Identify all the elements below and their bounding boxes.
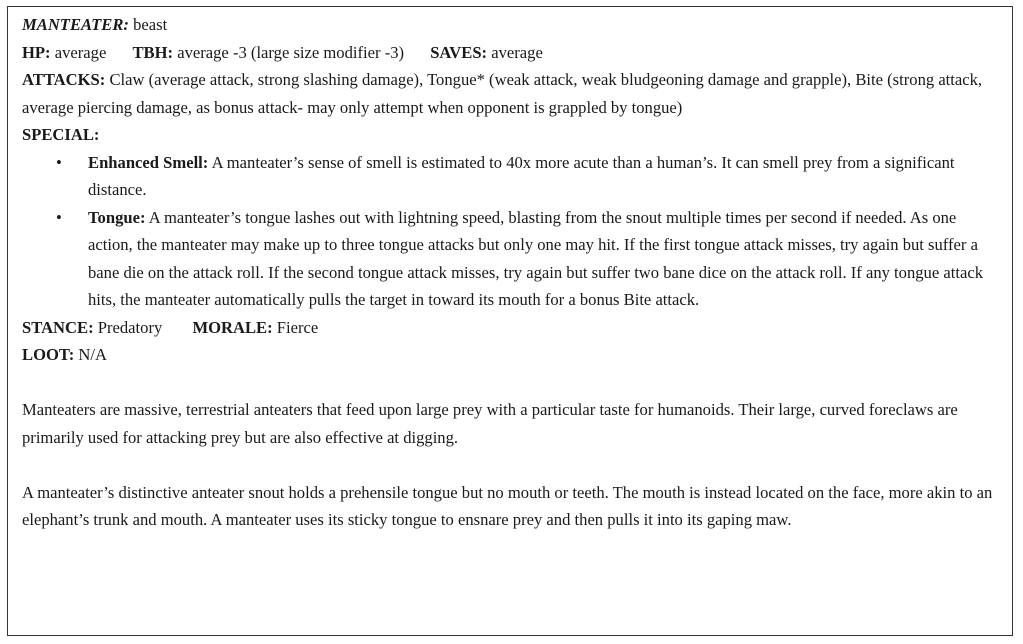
creature-type: beast	[133, 15, 168, 34]
tbh-value: average -3 (large size modifier -3)	[177, 42, 405, 62]
morale-value: Fierce	[276, 317, 319, 337]
special-item-text: A manteater’s sense of smell is estimated to 40x more acute than a human’s. It can smell prey from a significant distance.	[88, 152, 955, 199]
attacks-label: ATTACKS:	[22, 70, 106, 89]
special-item-enhanced-smell	[22, 149, 1012, 204]
saves-label: SAVES:	[430, 42, 488, 62]
description-paragraph-2: A manteater’s distinctive anteater snout holds a prehensile tongue but no mouth or teeth. The mouth is instead located on the face, more akin to an elephant’s trunk and mouth. A manteater uses its sticky tongue to ensnare prey and then pulls it into its gaping maw.	[22, 482, 993, 529]
tbh-label: TBH:	[132, 42, 174, 62]
description-paragraph-1: Manteaters are massive, terrestrial anteaters that feed upon large prey with a particular taste for humanoids. Their large, curved foreclaws are primarily used for attacking prey but are also effective at digging.	[22, 400, 958, 447]
special-item-name: Tongue:	[88, 207, 146, 227]
name-line	[22, 11, 1012, 39]
stance-value: Predatory	[97, 317, 163, 337]
stance-morale-line	[22, 314, 1012, 342]
saves-value: average	[491, 42, 543, 62]
loot-line	[22, 341, 1012, 369]
special-heading	[22, 121, 1012, 149]
attacks-value: Claw (average attack, strong slashing damage), Tongue* (weak attack, weak bludgeoning damage and grapple), Bite (strong attack, average piercing damage, as bonus attack- may only attempt when opponent is grappled by tongue)	[22, 70, 983, 117]
loot-label: LOOT:	[22, 345, 75, 364]
attacks-block	[22, 66, 1012, 121]
special-item-name: Enhanced Smell:	[88, 152, 209, 172]
special-list	[22, 149, 1012, 314]
morale-label: MORALE:	[192, 317, 273, 337]
stance-label: STANCE:	[22, 317, 94, 337]
stat-block-card	[7, 6, 1013, 636]
hp-label: HP:	[22, 42, 51, 62]
special-label: SPECIAL:	[22, 125, 100, 144]
hp-value: average	[54, 42, 107, 62]
special-item-tongue	[22, 204, 1012, 314]
creature-name: MANTEATER:	[22, 15, 129, 34]
bullet-icon: •	[56, 207, 62, 227]
special-item-text: A manteater’s tongue lashes out with lightning speed, blasting from the snout multiple times per second if needed. As one action, the manteater may make up to three tongue attacks but only one may hit. If the first tongue attack misses, try again but suffer a bane die on the attack roll. If the second tongue attack misses, try again but suffer two bane dice on the attack roll. If any tongue attack hits, the manteater automatically pulls the target in toward its mouth for a bonus Bite attack.	[88, 207, 983, 309]
core-stats-line	[22, 39, 1012, 67]
bullet-icon: •	[56, 152, 62, 172]
loot-value: N/A	[78, 345, 107, 364]
